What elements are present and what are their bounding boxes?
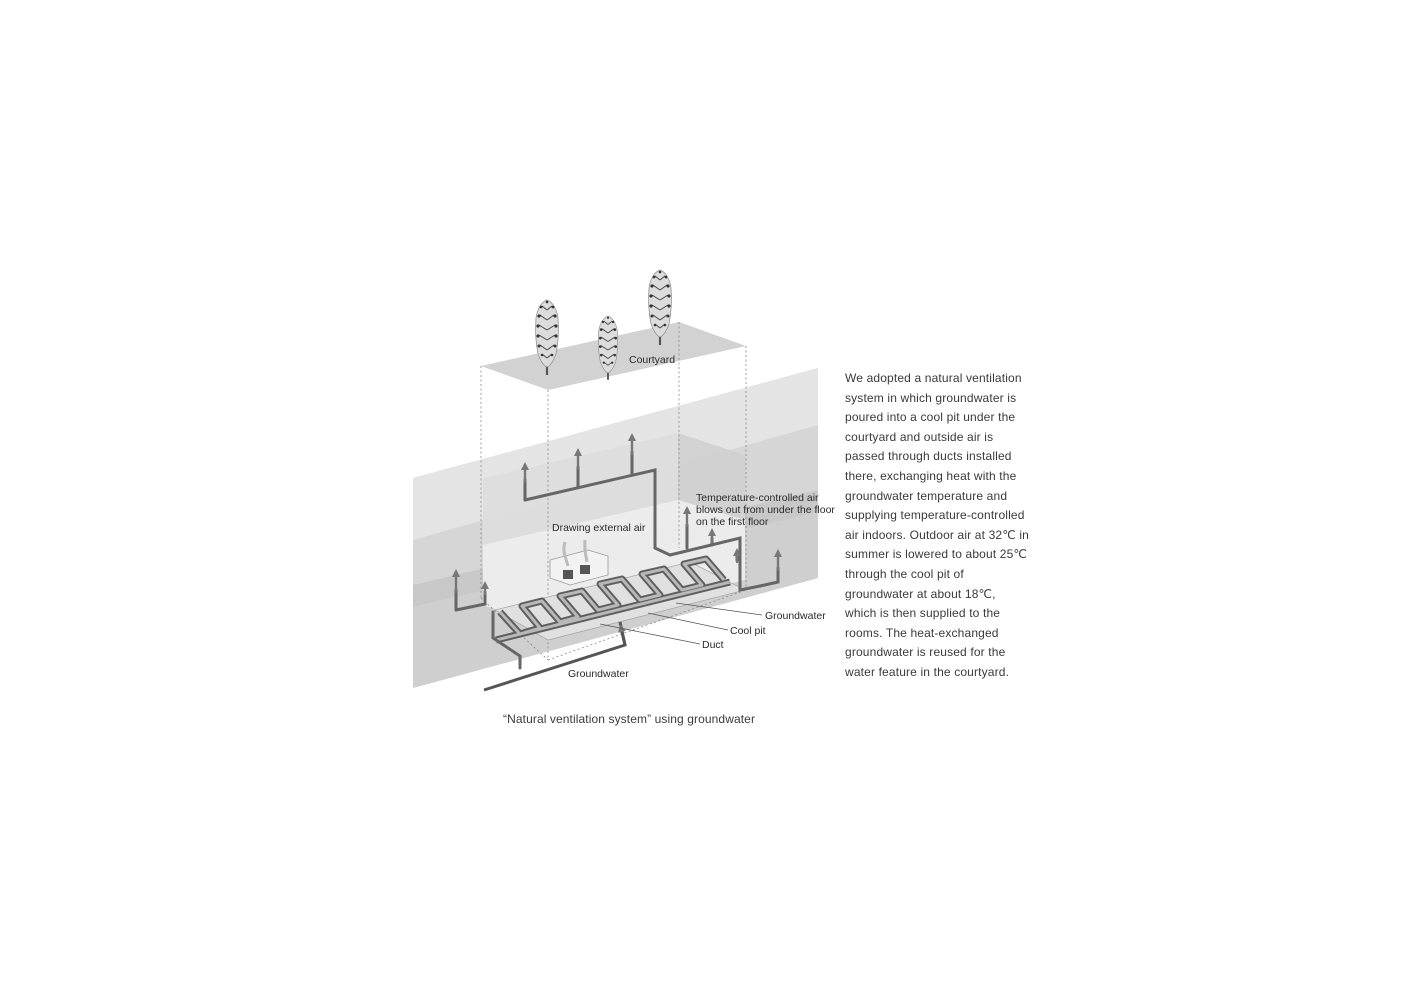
description-line: water feature in the courtyard. (845, 664, 1010, 679)
description-line: supplying temperature-controlled (845, 508, 1025, 523)
temp-air-label-1: Temperature-controlled air (696, 492, 819, 504)
temp-air-label-2: blows out from under the floor (696, 504, 835, 516)
duct-label: Duct (702, 639, 724, 651)
temp-air-label-3: on the first floor (696, 516, 769, 528)
description-line: groundwater temperature and (845, 488, 1008, 503)
drawing-air-label: Drawing external air (552, 522, 646, 534)
cool-pit-label: Cool pit (730, 625, 766, 637)
description-line: summer is lowered to about 25℃ (845, 547, 1028, 562)
description-line: air indoors. Outdoor air at 32℃ in (845, 527, 1029, 542)
description-line: We adopted a natural ventilation (845, 371, 1022, 385)
courtyard-label: Courtyard (629, 354, 676, 366)
description-line: groundwater at about 18℃, (845, 586, 996, 601)
description-text (845, 369, 1050, 683)
description-line: passed through ducts installed (845, 449, 1012, 464)
description-line: which is then supplied to the (845, 606, 1001, 621)
description-line: there, exchanging heat with the (845, 468, 1017, 483)
description-line: through the cool pit of (845, 566, 964, 581)
description-line: rooms. The heat-exchanged (845, 625, 999, 640)
figure-caption: “Natural ventilation system” using groundwater (503, 712, 756, 726)
description-line: courtyard and outside air is (845, 429, 994, 444)
description-line: system in which groundwater is (845, 390, 1017, 405)
groundwater-label-bottom: Groundwater (568, 668, 629, 680)
groundwater-label-right: Groundwater (765, 610, 826, 622)
description-line: groundwater is reused for the (845, 645, 1006, 660)
description-line: poured into a cool pit under the (845, 410, 1016, 425)
